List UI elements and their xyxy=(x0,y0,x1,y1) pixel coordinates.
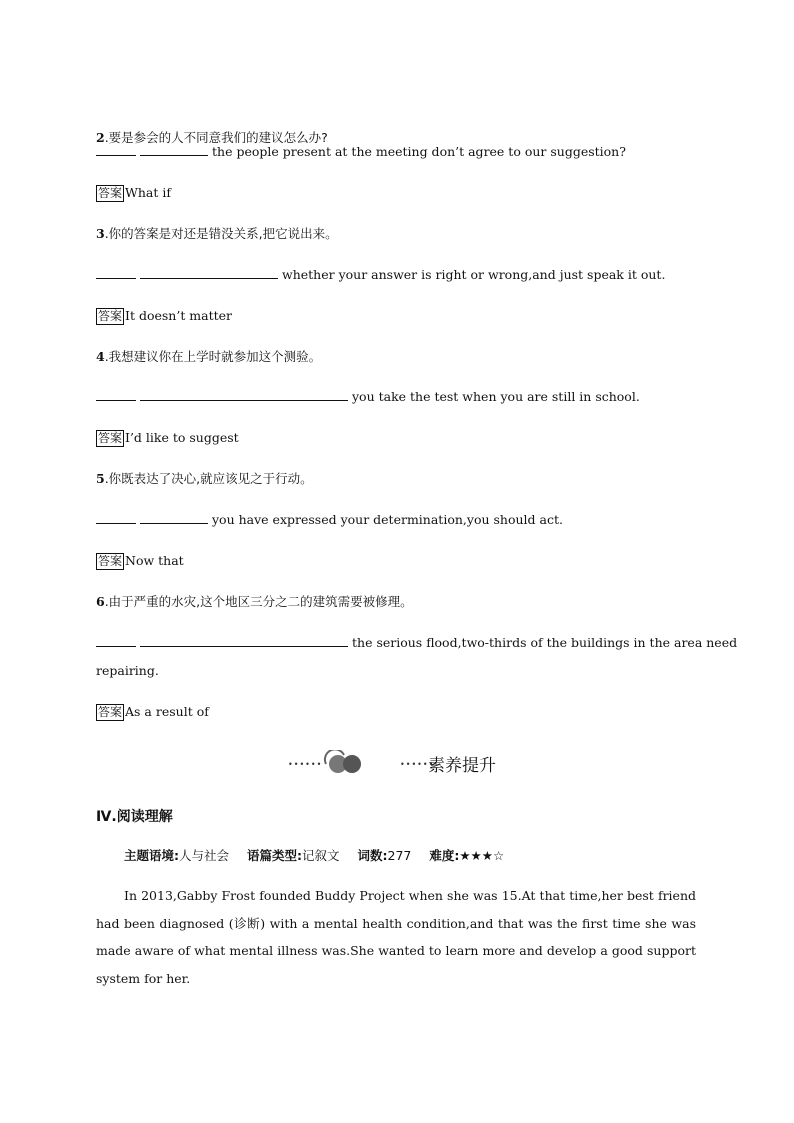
question-5-answer: 答案 Now that xyxy=(98,553,184,568)
question-4-prompt: 4.我想建议你在上学时就参加这个测验。 xyxy=(96,349,322,364)
answer-label: 答案 xyxy=(98,554,123,568)
answer-blank[interactable] xyxy=(96,143,136,156)
question-4-sentence: you take the test when you are still in school. xyxy=(96,388,640,406)
question-4-answer: 答案 I’d like to suggest xyxy=(98,430,239,445)
answer-blank[interactable] xyxy=(140,511,208,524)
banner-dots-left: •••••• xyxy=(288,760,323,769)
question-3-sentence: whether your answer is right or wrong,and just speak it out. xyxy=(96,266,665,284)
question-6-sentence-cont: repairing. xyxy=(96,663,159,678)
question-5-prompt: 5.你既表达了决心,就应该见之于行动。 xyxy=(96,471,313,486)
answer-blank[interactable] xyxy=(96,634,136,647)
difficulty-stars: ★★★☆ xyxy=(459,848,505,863)
circles-icon xyxy=(322,750,368,774)
question-6-prompt: 6.由于严重的水灾,这个地区三分之二的建筑需要被修理。 xyxy=(96,594,413,609)
question-6-answer: 答案 As a result of xyxy=(98,704,209,719)
question-3-answer: 答案 It doesn’t matter xyxy=(98,308,233,323)
answer-blank[interactable] xyxy=(140,266,278,279)
question-2-prompt: 2.要是参会的人不同意我们的建议怎么办? xyxy=(96,130,328,145)
question-6-sentence: the serious flood,two-thirds of the buildings in the area need xyxy=(96,634,737,652)
answer-blank[interactable] xyxy=(96,388,136,401)
answer-blank[interactable] xyxy=(96,266,136,279)
section-banner xyxy=(288,748,518,776)
answer-label: 答案 xyxy=(98,431,123,445)
answer-label: 答案 xyxy=(98,309,123,323)
reading-passage: In 2013,Gabby Frost founded Buddy Project when she was 15.At that time,her best friend had been diagnosed (诊断) with a mental health condition,and that was the first time she was made aware of what mental illness was.She wanted to learn more and develop a good support system for her. xyxy=(96,888,696,986)
answer-blank[interactable] xyxy=(140,143,208,156)
question-3-prompt: 3.你的答案是对还是错没关系,把它说出来。 xyxy=(96,226,338,241)
section-heading: Ⅳ.阅读理解 xyxy=(96,809,173,825)
answer-blank[interactable] xyxy=(140,634,348,647)
answer-label: 答案 xyxy=(98,705,123,719)
passage-meta: 主题语境:人与社会 语篇类型:记叙文 词数:277 难度:★★★☆ xyxy=(124,848,505,863)
answer-label: 答案 xyxy=(98,186,123,200)
banner-dots-right: •••••• xyxy=(400,760,435,769)
answer-blank[interactable] xyxy=(96,511,136,524)
question-5-sentence: you have expressed your determination,you should act. xyxy=(96,511,563,529)
question-2-answer: 答案 What if xyxy=(98,185,171,200)
section-title: 素养提升 xyxy=(428,756,496,776)
question-2-sentence: the people present at the meeting don’t agree to our suggestion? xyxy=(96,143,626,161)
answer-blank[interactable] xyxy=(140,388,348,401)
